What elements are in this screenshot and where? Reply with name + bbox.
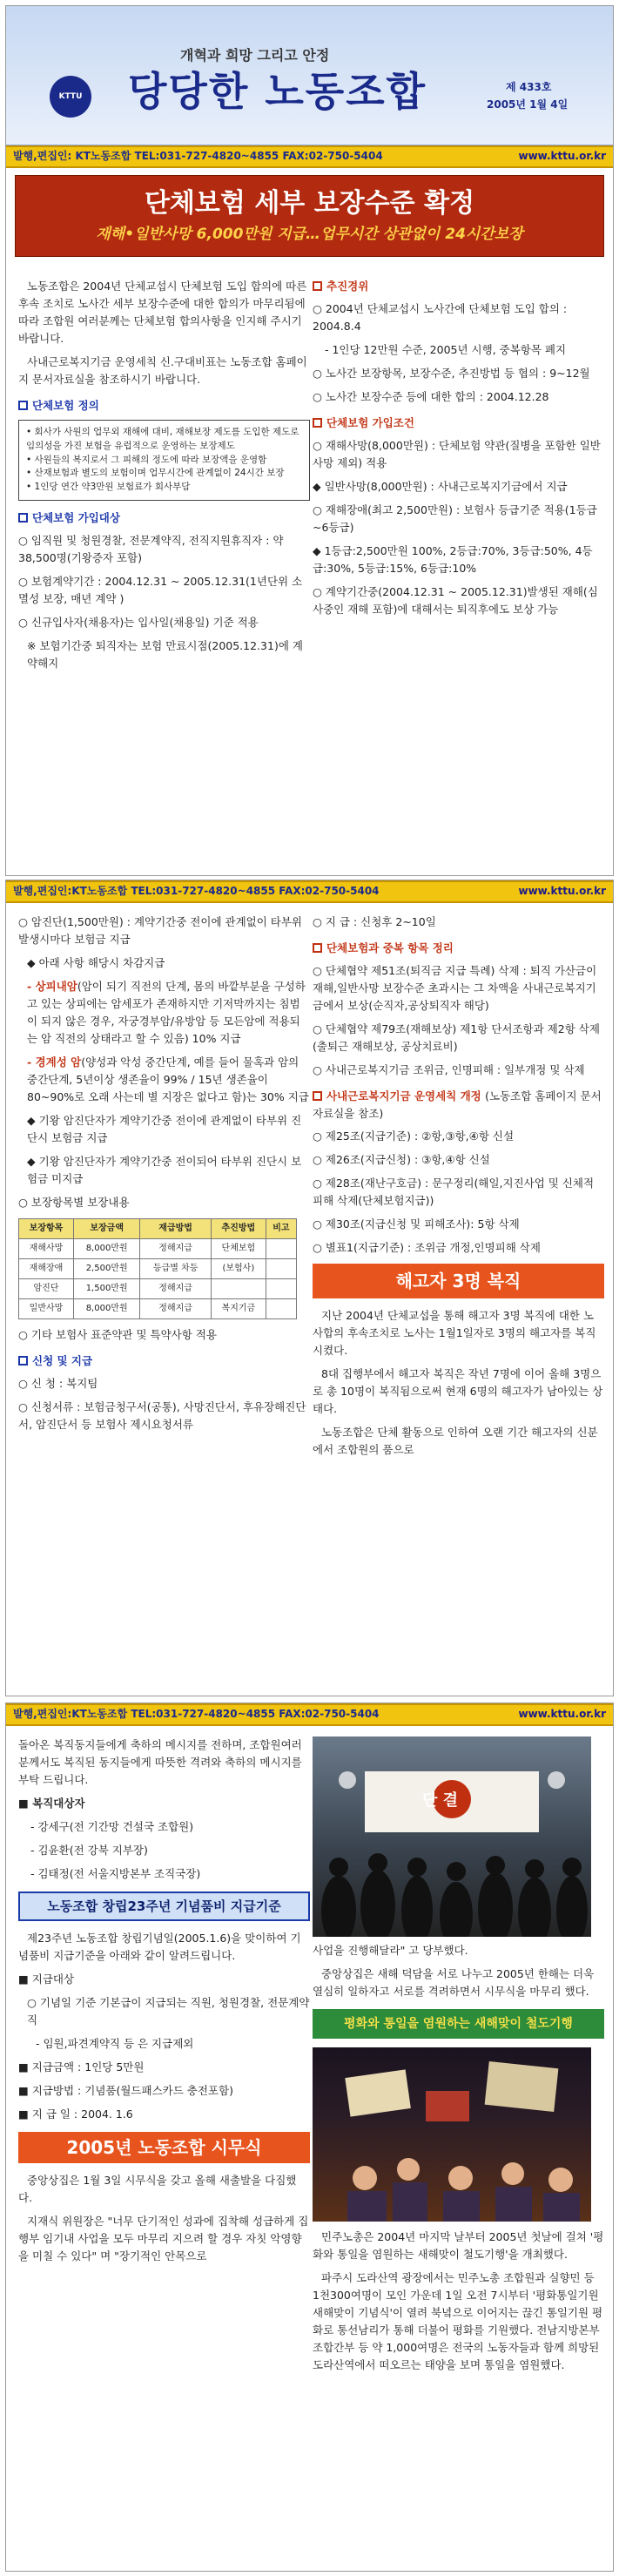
publisher-info: 발행,편집인:KT노동조합 TEL:031-727-4820~4855 FAX:02-750-5404 [13,1708,380,1721]
section-title: 단체보험 정의 [18,397,310,415]
publisher-bar [6,1703,613,1726]
list-item: ○ 2004년 단체교섭시 노사간에 단체보험 도입 합의 : 2004.8.4 [313,302,568,333]
page-1 [5,5,614,876]
list-item: ○ 제26조(지급신청) : ③항,④항 신설 [313,1153,490,1166]
list-item: - 강세구(전 기간망 건설국 조합원) [30,1820,194,1833]
table-header: 추진방법 [211,1219,266,1239]
body-paragraph: 8대 집행부에서 해고자 복직은 작년 7명에 이어 올해 3명으로 총 10명이 복직됨으로써 현재 6명의 해고자가 남아있는 상태다. [313,1367,603,1415]
table-row: 암진단 1,500만원 정해지급 [19,1279,297,1299]
ceremony-banner: 2005년 노동조합 시무식 [18,2132,310,2163]
publisher-info: 발행,편집인:KT노동조합 TEL:031-727-4820~4855 FAX:02-750-5404 [13,885,380,898]
masthead [6,6,613,145]
body-paragraph: 중앙상집은 1월 3일 시무식을 갖고 올해 새출발을 다짐했다. [18,2174,297,2204]
list-item: ◆ 기왕 암진단자가 계약기간중 전이되어 타부위 진단시 보험금 미지급 [27,1155,302,1185]
list-item: ※ 보험기간중 퇴직자는 보험 만료시점(2005.12.31)에 계약해지 [27,638,303,670]
list-item: ○ 노사간 보장수준 등에 대한 합의 : 2004.12.28 [313,390,549,403]
body-paragraph: 제23주년 노동조합 창립기념일(2005.1.6)을 맞이하여 기념품비 지급기준을 아래와 같이 알려드립니다. [18,1932,301,1962]
section-title: 사내근로복지기금 운영세칙 개정 (노동조합 홈페이지 문서자료실을 참조) [313,1089,602,1120]
list-item: ■ 지 급 일 : 2004. 1.6 [18,2107,133,2121]
body-paragraph: 노동조합은 단체 활동으로 인하여 오랜 기간 해고자의 신분에서 조합원의 품으로 [313,1426,598,1456]
list-item: ■ 지급대상 [18,1972,75,1986]
section-title: 추진경위 [313,278,604,295]
list-item: ◆ 1등급:2,500만원 100%, 2등급:70%, 3등급:50%, 4등급:30%, 5등급:15%, 6등급:10% [313,544,593,575]
list-item: ■ 지급방법 : 기념품(월드패스카드 충전포함) [18,2084,233,2097]
list-item: ○ 재해사망(8,000만원) : 단체보험 약관(질병을 포함한 일반사망 제외) 적용 [313,439,601,469]
p1-left-column [18,278,310,678]
list-item: ○ 신청서류 : 보험금청구서(공통), 사망진단서, 후유장해진단서, 암진단서 등 보험사 제시요청서류 [18,1400,306,1431]
logo-text: KTTU [58,91,83,101]
intro-paragraph-1: 노동조합은 2004년 단체교섭시 단체보험 도입 합의에 따른 후속 조치로 노사간 세부 보장수준에 대한 합의가 마무리됨에 따라 조합원 여러분께는 단체보험 합의사항을 인지해 주시기 바랍니다. [18,280,307,345]
publisher-bar [6,145,613,168]
list-title: ■ 복직대상자 [18,1797,85,1810]
list-item: ○ 보장항목별 보장내용 [18,1196,130,1209]
publisher-info: 발행,편집인: KT노동조합 TEL:031-727-4820~4855 FAX:02-750-5404 [13,150,383,163]
list-item: ○ 임직원 및 청원경찰, 전문계약직, 전직지원휴직자 : 약 38,500명(기왕증자 포함) [18,533,284,564]
issue-number: 제 433호 [506,81,552,93]
rally-photo [313,2047,591,2222]
section-title: 단체보험 가입대상 [18,509,310,527]
p3-right-column [313,1736,604,2380]
cancer-note: - 상피내암(암이 되기 직전의 단계, 몸의 바깥부분을 구성하고 있는 상피에는 암세포가 존재하지만 기저막까지는 침범이 되지 않은 경우, 자궁경부암/유방암 등 모든암에 적용되는 암 직전의 상태라고 할 수 있음) 10% 지급 [27,980,306,1045]
list-item: - 임원,파견계약직 등 은 지급제외 [36,2037,194,2050]
publisher-bar [6,880,613,903]
list-item: ○ 암진단(1,500만원) : 계약기간중 전이에 관계없이 타부위 발생시마다 보험금 지급 [18,915,302,946]
list-item: ◆ 아래 사항 해당시 차감지급 [27,956,165,969]
p2-right-column [313,914,604,1465]
site-url[interactable]: www.kttu.or.kr [518,1708,606,1721]
page-2 [5,880,614,1696]
list-item: ○ 지 급 : 신청후 2~10일 [313,915,436,928]
table-header: 보장항목 [19,1219,74,1239]
issue-date: 2005년 1월 4일 [487,98,569,111]
section-title: 단체보험 가입조건 [313,415,604,432]
list-item: - 1인당 12만원 수준, 2005년 시행, 중복항목 폐지 [325,343,567,356]
list-item: ○ 노사간 보장항목, 보장수준, 추진방법 등 협의 : 9~12월 [313,367,590,380]
definition-box [18,420,310,501]
list-item: ◆ 일반사망(8,000만원) : 사내근로복지기금에서 지급 [313,480,568,493]
body-paragraph: 지난 2004년 단체교섭을 통해 해고자 3명 복직에 대한 노사합의 후속조치로 노사는 1월1일자로 3명의 해고자를 복직 시켰다. [313,1309,596,1357]
body-paragraph: 파주시 도라산역 광장에서는 민주노총 조합원과 실향민 등 1천300여명이 모인 가운데 1일 오전 7시부터 '평화통일기원 새해맞이 기념식'이 열려 북녘으로 이어지는 끊긴 통일기원 평화로 통선남리가 통해 더불어 평화를 기원했다. 전남지방본부 조합간부 등 약 1,000여명은 전국의 노동자들과 함께 희망된 도라산역에서 떠오르는 태양을 보며 통일을 염원했다. [313,2271,603,2371]
list-item: ○ 단체협약 제79조(재해보상) 제1항 단서조항과 제2항 삭제(출퇴근 재해보상, 공상치료비) [313,1022,600,1053]
list-item: - 김태정(전 서울지방본부 조직국장) [30,1867,201,1880]
list-item: ○ 제30조(지급신청 및 피해조사): 5항 삭제 [313,1217,520,1231]
section-title: 단체보험과 중복 항목 정리 [313,940,604,957]
intro-paragraph-2: 사내근로복지기금 운영세칙 신.구대비표는 노동조합 홈페이지 문서자료실을 참조하시기 바랍니다. [18,355,307,386]
list-item: ○ 단체협약 제51조(퇴직금 지급 특례) 삭제 : 퇴직 가산금이 재해,일반사망 보장수준 초과시는 그 차액을 사내근로복지기금에서 보상(순직자,공상퇴직자 해당) [313,964,597,1012]
masthead-subtitle: 개혁과 희망 그리고 안정 [180,47,330,64]
p3-left-column [18,1736,310,2271]
body-paragraph: 중앙상집은 새해 덕담을 서로 나누고 2005년 한해는 더욱 열심히 일하자고 서로를 격려하면서 시무식을 마무리 했다. [313,1967,595,1998]
table-header: 재급방법 [140,1219,212,1239]
definition-item: • 사원들의 복지로서 그 피해의 정도에 따라 보장액을 운영함 [26,454,267,465]
table-row: 재해장애 2,500만원 등급별 차등 (보험사) [19,1259,297,1279]
photo-caption: 사업을 진행해달라" 고 당부했다. [313,1944,468,1957]
headline-main: 단체보험 세부 보장수준 확정 [144,188,475,219]
headline-box [15,175,604,257]
cancer-note: - 경계성 암(양성과 악성 중간단계, 예를 들어 물혹과 암의 중간단계, 5년이상 생존율이 99% / 15년 생존율이 80~90%로 오래 사는데 별 지장은 없다고 함)는 30% 지급 [27,1055,309,1103]
body-paragraph: 민주노총은 2004년 마지막 날부터 2005년 첫날에 걸쳐 '평화와 통일을 염원하는 새해맞이 철도기행'을 개최했다. [313,2230,604,2261]
anniversary-banner: 노동조합 창립23주년 기념품비 지급기준 [18,1892,310,1921]
ceremony-photo [313,1736,591,1937]
list-item: ○ 제25조(지급기준) : ②항,③항,④항 신설 [313,1130,515,1143]
list-item: ◆ 기왕 암진단자가 계약기간중 전이에 관계없이 타부위 진단시 보험금 지급 [27,1114,302,1144]
list-item: ○ 기념일 기준 기본급이 지급되는 직원, 청원경찰, 전문계약직 [27,1996,310,2026]
list-item: ○ 재해장애(최고 2,500만원) : 보험사 등급기준 적용(1등급~6등급) [313,503,597,534]
headline-sub: 재해•일반사망 6,000만원 지급…업무시간 상관없이 24시간보장 [96,226,523,243]
ceremony-photo-illustration [313,1736,591,1937]
list-item: - 김윤환(전 강북 지부장) [30,1844,148,1857]
reinstatement-banner: 해고자 3명 복직 [313,1264,604,1298]
table-header: 비고 [266,1219,296,1239]
list-item: ○ 기타 보험사 표준약관 및 특약사항 적용 [18,1328,217,1341]
list-item: ○ 별표1(지급기준) : 조위금 개정,인명피해 삭제 [313,1241,541,1254]
definition-item: • 회사가 사원의 업무외 재해에 대비, 재해보장 제도를 도입한 제도로 임의성을 가진 보험을 유럽적으로 운영하는 보장제도 [26,427,299,451]
list-item: ○ 보험계약기간 : 2004.12.31 ~ 2005.12.31(1년단위 소멸성 보장, 매년 계약 ) [18,574,303,605]
table-row: 일반사망 8,000만원 정해지급 복지기금 [19,1299,297,1319]
list-item: ○ 신규입사자(채용자)는 입사일(채용일) 기준 적용 [18,615,259,629]
definition-item: • 산재보험과 별도의 보험이며 업무시간에 관계없이 24시간 보장 [26,468,285,479]
section-title: 신청 및 지급 [18,1352,310,1370]
photo-sign: 단 결 [422,1791,459,1810]
rally-photo-illustration [313,2047,591,2222]
site-url[interactable]: www.kttu.or.kr [518,150,606,163]
masthead-title: 당당한 노동조합 [128,68,427,115]
p2-left-column [18,914,310,1440]
site-url[interactable]: www.kttu.or.kr [518,885,606,898]
coverage-table [18,1218,297,1319]
body-paragraph: 돌아온 복직동지들에게 축하의 메시지를 전하며, 조합원여러분께서도 복직된 동지들에게 따뜻한 격려와 축하의 메시지를 부탁 드립니다. [18,1738,302,1786]
train-trip-banner: 평화와 통일을 염원하는 새해맞이 철도기행 [313,2009,604,2039]
table-header: 보장금액 [73,1219,139,1239]
list-item: ○ 계약기간중(2004.12.31 ~ 2005.12.31)발생된 재해(심사중인 재해 포함)에 대해서는 퇴직후에도 보상 가능 [313,585,598,616]
list-item: ■ 지급금액 : 1인당 5만원 [18,2060,145,2074]
list-item: ○ 신 청 : 복지팀 [18,1377,98,1390]
body-paragraph: 지재식 위원장은 "너무 단기적인 성과에 집착해 성급하게 집행부 임기내 사업을 모두 마무리 지으려 할 경우 자칫 악영향을 미칠 수 있다" 며 "장기적인 안목으로 [18,2215,309,2262]
list-item: ○ 사내근로복지기금 조위금, 인명피해 : 일부개정 및 삭제 [313,1063,585,1076]
definition-item: • 1인당 연간 약3만원 보험료가 회사부담 [26,482,191,492]
list-item: ○ 제28조(재난구호금) : 문구정리(해일,지진사업 및 신체적 피해 삭제(단체보험지급)) [313,1177,595,1207]
page-3 [5,1703,614,2572]
kttu-logo [50,76,91,118]
table-row: 재해사망 8,000만원 정해지급 단체보험 [19,1239,297,1259]
p1-right-column [313,278,604,624]
